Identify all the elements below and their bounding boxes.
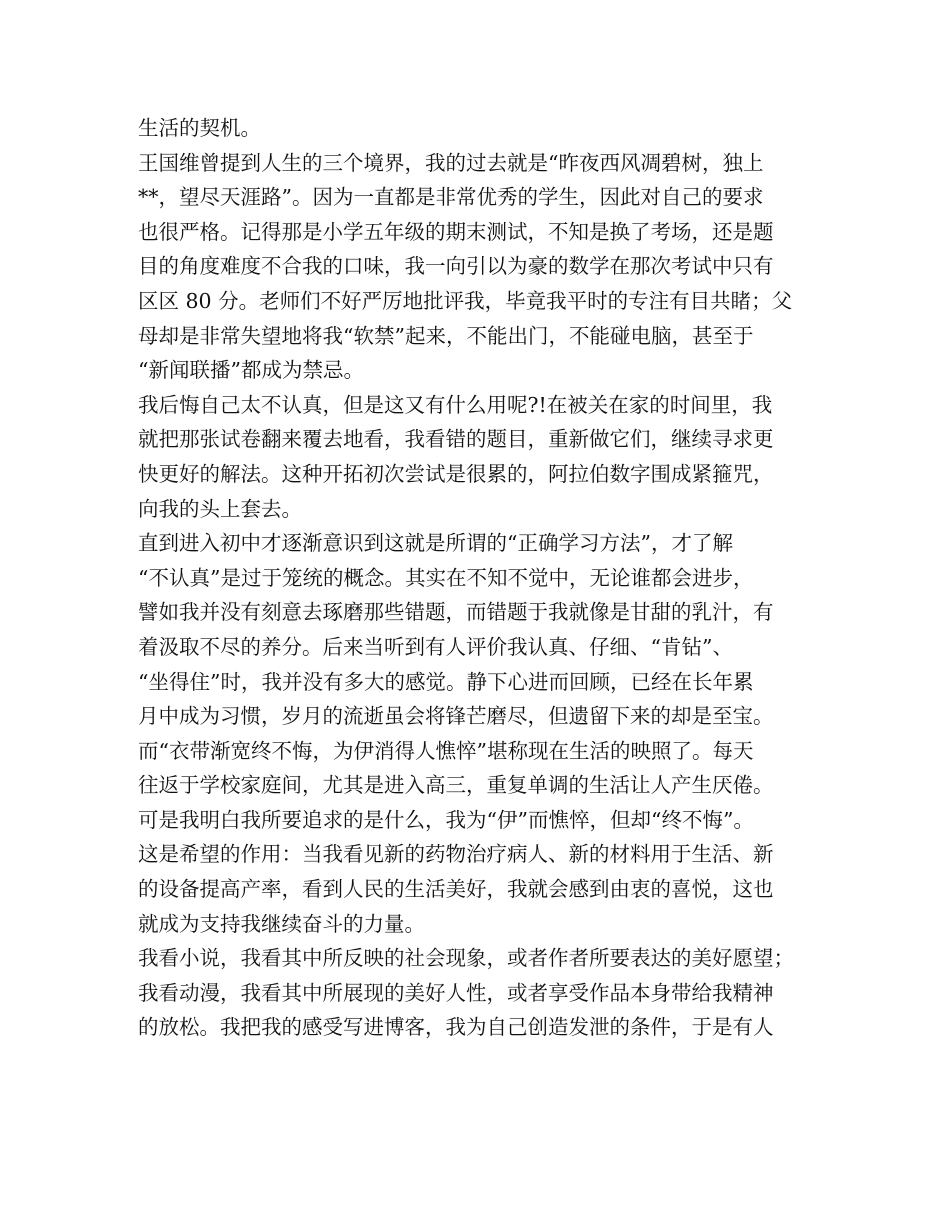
text-line: 母却是非常失望地将我“软禁”起来，不能出门，不能碰电脑，甚至于 — [138, 323, 754, 348]
text-line: 而“衣带渐宽终不悔，为伊消得人憔悴”堪称现在生活的映照了。每天 — [138, 738, 754, 763]
text-line: 王国维曾提到人生的三个境界，我的过去就是“昨夜西风凋碧树，独上 — [138, 150, 764, 175]
text-line: “坐得住”时，我并没有多大的感觉。静下心进而回顾，已经在长年累 — [138, 669, 754, 694]
text-line: “不认真”是过于笼统的概念。其实在不知不觉中，无论谁都会进步， — [138, 565, 754, 590]
text-line: 我看动漫，我看其中所展现的美好人性，或者享受作品本身带给我精神 — [138, 980, 774, 1005]
text-line: **，望尽天涯路”。因为一直都是非常优秀的学生，因此对自己的要求 — [138, 185, 764, 210]
text-line: 譬如我并没有刻意去琢磨那些错题，而错题于我就像是甘甜的乳汁，有 — [138, 600, 774, 625]
text-line: 目的角度难度不合我的口味，我一向引以为豪的数学在那次考试中只有 — [138, 254, 774, 279]
text-line: 可是我明白我所要追求的是什么，我为“伊”而憔悴，但却“终不悔”。 — [138, 807, 754, 832]
document-body — [138, 111, 828, 1045]
text-line: “新闻联播”都成为禁忌。 — [138, 358, 364, 383]
text-line: 区区 80 分。老师们不好严厉地批评我，毕竟我平时的专注有目共睹；父 — [138, 288, 793, 313]
text-line: 这是希望的作用：当我看见新的药物治疗病人、新的材料用于生活、新 — [138, 842, 774, 867]
text-line: 就成为支持我继续奋斗的力量。 — [138, 911, 425, 936]
text-line: 月中成为习惯，岁月的流逝虽会将锋芒磨尽，但遗留下来的却是至宝。 — [138, 704, 774, 729]
text-line: 就把那张试卷翻来覆去地看，我看错的题目，重新做它们，继续寻求更 — [138, 427, 774, 452]
text-line: 往返于学校家庭间，尤其是进入高三，重复单调的生活让人产生厌倦。 — [138, 773, 774, 798]
text-line: 向我的头上套去。 — [138, 496, 302, 521]
text-line: 快更好的解法。这种开拓初次尝试是很累的，阿拉伯数字围成紧箍咒， — [138, 461, 774, 486]
text-line: 的设备提高产率，看到人民的生活美好，我就会感到由衷的喜悦，这也 — [138, 877, 774, 902]
text-line: 我后悔自己太不认真，但是这又有什么用呢?!在被关在家的时间里，我 — [138, 392, 773, 417]
text-line: 我看小说，我看其中所反映的社会现象，或者作者所要表达的美好愿望； — [138, 946, 794, 971]
text-line: 生活的契机。 — [138, 116, 261, 140]
text-line: 也很严格。记得那是小学五年级的期末测试，不知是换了考场，还是题 — [138, 219, 774, 244]
text-line: 的放松。我把我的感受写进博客，我为自己创造发泄的条件，于是有人 — [138, 1015, 774, 1040]
text-line: 直到进入初中才逐渐意识到这就是所谓的“正确学习方法”，才了解 — [138, 531, 733, 556]
text-line: 着汲取不尽的养分。后来当听到有人评价我认真、仔细、“肯钻”、 — [138, 634, 733, 659]
